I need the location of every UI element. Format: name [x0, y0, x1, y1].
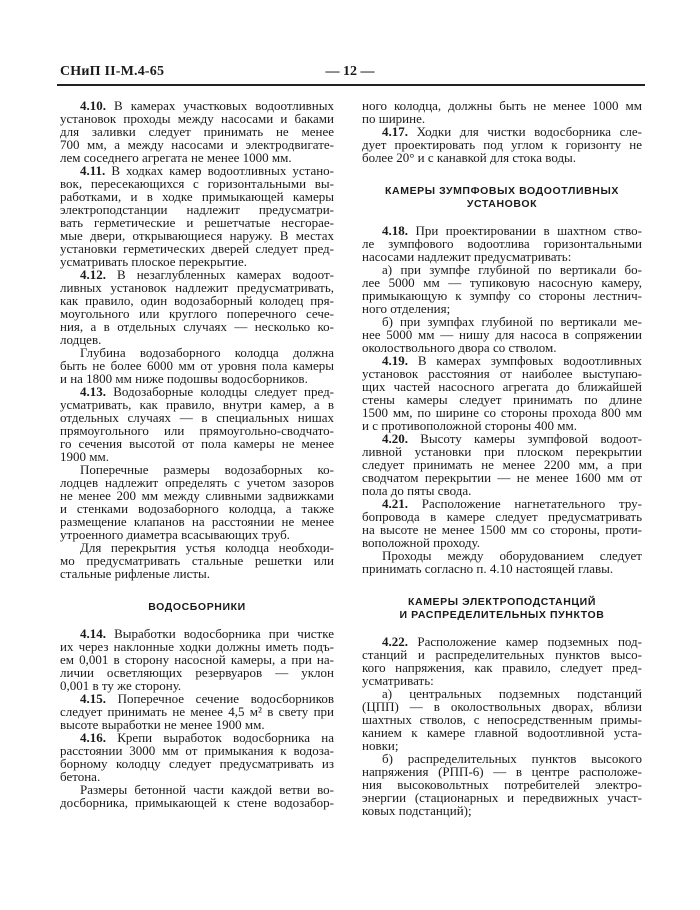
text-line: ния, а в отдельных случаях — несколько ко-: [60, 319, 334, 334]
clause-number: 4.12.: [80, 267, 106, 282]
clause-paragraph: [60, 385, 334, 463]
text-line: личии осветляющих резервуаров — уклон: [60, 665, 334, 680]
paragraph: [60, 346, 334, 385]
clause-text: Ходки для чистки водосборника сле-: [416, 124, 642, 139]
clause-paragraph: [362, 125, 642, 164]
text-line: воположной проходу.: [362, 535, 480, 550]
clause-paragraph: [60, 627, 334, 692]
text-line: нее 5000 мм — нишу для насоса в сопряжении: [362, 327, 642, 342]
text-line: вать герметические и решетчатые несгорае-: [60, 215, 334, 230]
text-line: сводчатом перекрытии — не менее 1600 мм от: [362, 470, 642, 485]
text-line: лодцев.: [60, 332, 102, 347]
document-code: СНиП II-М.4-65: [60, 64, 165, 79]
clause-paragraph: [362, 497, 642, 549]
clause-text: При проектировании в шахтном ство-: [415, 223, 642, 238]
clause-text: Водозаборные колодцы следует пред-: [113, 384, 335, 399]
text-line: отдельных случаях — в специальных нишах: [60, 410, 334, 425]
clause-number: 4.18.: [382, 223, 408, 238]
text-line: ного колодца, должны быть не менее 1000 мм: [362, 98, 642, 113]
text-line: как правило, один водозаборный колодец пря-: [60, 293, 334, 308]
clause-number: 4.14.: [80, 626, 106, 641]
text-line: не менее 200 мм между сливными задвижками: [60, 488, 334, 503]
text-line: Проходы между оборудованием следует: [382, 548, 642, 563]
section-heading: [362, 596, 642, 622]
heading-line: ВОДОСБОРНИКИ: [148, 601, 246, 613]
text-line: бопровода в камере следует предусматривать: [362, 509, 642, 524]
text-line: мо предусматривать стальные решетки или: [60, 553, 334, 568]
clause-text: В незаглубленных камерах водоот-: [117, 267, 334, 282]
text-line: ле зумпфового водоотлива горизонтальными: [362, 236, 642, 251]
clause-number: 4.20.: [382, 431, 408, 446]
text-line: ем 0,001 в сторону насосной камеры, а при на-: [60, 652, 334, 667]
heading-line: КАМЕРЫ ЗУМПФОВЫХ ВОДООТЛИВНЫХ: [385, 185, 619, 197]
text-line: Глубина водозаборного колодца должна: [80, 345, 334, 360]
text-line: бетона.: [60, 769, 101, 784]
text-line: б) распределительных пунктов высокого: [382, 751, 642, 766]
text-line: энергии (стационарных и передвижных участ-: [362, 790, 642, 805]
text-line: усматривать:: [362, 673, 434, 688]
text-line: (ЦПП) — в околоствольных дворах, вблизи: [362, 699, 642, 714]
text-line: более 20° и с канавкой для стока воды.: [362, 150, 577, 165]
clause-paragraph: [362, 354, 642, 432]
clause-text: Расположение камер подземных под-: [417, 634, 642, 649]
paragraph: [60, 783, 334, 809]
text-line: и на 1800 мм ниже подошвы водосборников.: [60, 371, 308, 386]
clause-paragraph: [60, 99, 334, 164]
text-line: их через наклонные ходки должны иметь подъ-: [60, 639, 334, 654]
text-line: станций и распределительных пунктов высо-: [362, 647, 642, 662]
header-rule: [57, 84, 645, 86]
text-line: канием к камере главной водоотливной уста-: [362, 725, 642, 740]
page-number: — 12 —: [325, 64, 375, 79]
text-line: новки;: [362, 738, 399, 753]
text-line: высоте выработки не менее 1900 мм.: [60, 717, 265, 732]
text-line: Поперечные размеры водозаборных ко-: [80, 462, 334, 477]
text-line: усматривать, как правило, внутри камер, а в: [60, 397, 334, 412]
text-line: стены камеры следует принимать по длине: [362, 392, 642, 407]
text-line: 0,001 в ту же сторону.: [60, 678, 182, 693]
paragraph: [362, 315, 642, 354]
text-line: а) центральных подземных подстанций: [382, 686, 642, 701]
clause-paragraph: [362, 224, 642, 263]
text-line: работками, и в ходке примыкающей камеры: [60, 189, 334, 204]
text-line: на высоте не менее 1500 мм со стороны, проти-: [362, 522, 642, 537]
text-line: следует принимать не менее 2200 мм, а при: [362, 457, 642, 472]
text-line: 1500 мм, по ширине со стороны прохода 800 мм: [362, 405, 642, 420]
clause-paragraph: [60, 731, 334, 783]
text-line: напряжения (РПП-6) — в центре расположе-: [362, 764, 642, 779]
text-line: и с противоположной стороны 400 мм.: [362, 418, 577, 433]
section-heading: [362, 185, 642, 211]
text-line: размещение клапанов на расстоянии не менее: [60, 514, 334, 529]
clause-number: 4.15.: [80, 691, 106, 706]
clause-paragraph: [60, 164, 334, 268]
text-line: для заливки следует принимать не менее: [60, 124, 334, 139]
paragraph: [60, 463, 334, 541]
clause-text: Крепи выработок водосборника на: [117, 730, 335, 745]
text-line: досборника, примыкающей к стене водозабор-: [60, 795, 334, 810]
clause-text: Высоту камеры зумпфовой водоот-: [420, 431, 642, 446]
text-line: а) при зумпфе глубиной по вертикали бо-: [382, 262, 642, 277]
text-line: лее 5000 мм — тупиковую насосную камеру,: [362, 275, 642, 290]
text-line: утроенного диаметра всасывающих труб.: [60, 527, 290, 542]
paragraph: [362, 263, 642, 315]
text-line: насосами надлежит предусматривать:: [362, 249, 572, 264]
clause-text: В камерах зумпфовых водоотливных: [417, 353, 642, 368]
clause-paragraph: [60, 692, 334, 731]
text-line: ливной установки при плоском перекрытии: [362, 444, 642, 459]
clause-number: 4.10.: [80, 98, 106, 113]
text-line: шахтных стволов, с непосредственным примы-: [362, 712, 642, 727]
clause-number: 4.16.: [80, 730, 106, 745]
text-line: ния высоковольтных потребителей электро-: [362, 777, 642, 792]
text-line: ливных установок надлежит предусматривать,: [60, 280, 334, 295]
text-line: установок проходы между насосами и баками: [60, 111, 334, 126]
paragraph: [362, 99, 642, 125]
text-line: борному колодцу следует предусматривать из: [60, 756, 334, 771]
paragraph: [362, 549, 642, 575]
text-line: установки герметических дверей следует пред-: [60, 241, 334, 256]
clause-number: 4.22.: [382, 634, 408, 649]
clause-number: 4.13.: [80, 384, 106, 399]
left-column: [60, 99, 334, 809]
clause-number: 4.11.: [80, 163, 106, 178]
clause-text: Расположение нагнетательного тру-: [421, 496, 643, 511]
text-line: Размеры бетонной части каждой ветви во-: [80, 782, 334, 797]
text-line: мые двери, открывающиеся наружу. В местах: [60, 228, 334, 243]
text-line: стальные рифленые листы.: [60, 566, 211, 581]
heading-line: УСТАНОВОК: [466, 198, 538, 210]
clause-number: 4.21.: [382, 496, 408, 511]
text-line: лем соседнего агрегата не менее 1000 мм.: [60, 150, 292, 165]
text-line: по ширине.: [362, 111, 426, 126]
text-line: лодцев надлежит определять с учетом зазоров: [60, 475, 334, 490]
clause-number: 4.17.: [382, 124, 408, 139]
clause-number: 4.19.: [382, 353, 408, 368]
heading-line: КАМЕРЫ ЭЛЕКТРОПОДСТАНЦИЙ: [408, 596, 596, 608]
text-line: го сечения высотой от пола камеры не менее: [60, 436, 334, 451]
clause-paragraph: [362, 432, 642, 497]
clause-text: В камерах участковых водоотливных: [114, 98, 334, 113]
text-line: усматривать плоское перекрытие.: [60, 254, 247, 269]
text-line: околоствольного двора со стволом.: [362, 340, 557, 355]
text-line: б) при зумпфах глубиной по вертикали ме-: [382, 314, 642, 329]
text-line: принимать согласно п. 4.10 настоящей главы.: [362, 561, 614, 576]
text-line: ковых подстанций);: [362, 803, 472, 818]
text-line: моугольного или круглого поперечного сече-: [60, 306, 334, 321]
text-line: щих частей насосного агрегата до ближайшей: [362, 379, 642, 394]
text-line: 1900 мм.: [60, 449, 109, 464]
text-line: электроподстанции надлежит предусматри-: [60, 202, 334, 217]
text-line: расстоянии 3000 мм от примыкания к водоза-: [60, 743, 334, 758]
clause-paragraph: [60, 268, 334, 346]
text-line: примыкающую к зумпфу со стороны лестнич-: [362, 288, 642, 303]
text-line: дует проектировать под углом к горизонту не: [362, 137, 642, 152]
text-line: быть не более 6000 мм от уровня пола камеры: [60, 358, 334, 373]
heading-line: И РАСПРЕДЕЛИТЕЛЬНЫХ ПУНКТОВ: [399, 609, 605, 621]
section-heading: [60, 601, 334, 614]
text-line: Для перекрытия устья колодца необходи-: [80, 540, 334, 555]
text-line: прямоугольного или прямоугольно-сводчато-: [60, 423, 334, 438]
clause-paragraph: [362, 635, 642, 687]
clause-text: Поперечное сечение водосборников: [117, 691, 334, 706]
paragraph: [362, 752, 642, 817]
clause-text: Выработки водосборника при чистке: [114, 626, 335, 641]
clause-text: В ходках камер водоотливных устано-: [111, 163, 335, 178]
text-line: кого напряжения, как правило, следует пред-: [362, 660, 642, 675]
text-line: пола до пяты свода.: [362, 483, 472, 498]
text-line: следует принимать не менее 4,5 м² в свету при: [60, 704, 334, 719]
text-line: установок расстояния от наиболее выступаю-: [362, 366, 642, 381]
paragraph: [362, 687, 642, 752]
text-line: ного отделения;: [362, 301, 451, 316]
paragraph: [60, 541, 334, 580]
right-column: [362, 99, 642, 817]
text-line: 700 мм, а между насосами и электродвигате-: [60, 137, 334, 152]
text-line: и стенками водозаборного колодца, а также: [60, 501, 334, 516]
text-line: вок, пересекающихся с горизонтальными вы-: [60, 176, 334, 191]
